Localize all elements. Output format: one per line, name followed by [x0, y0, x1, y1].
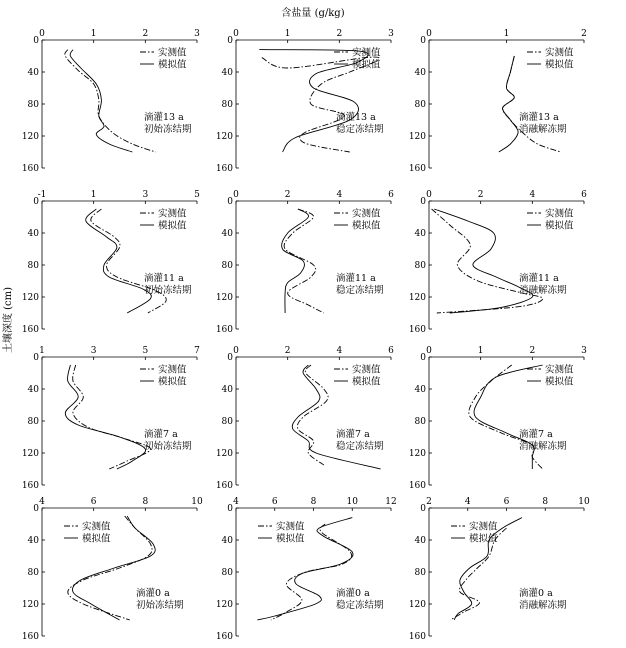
x-tick-label: 6 — [388, 190, 394, 200]
panel-annotation: 滴灌0 a — [136, 588, 170, 599]
panel-annotation: 稳定冻结期 — [336, 124, 384, 135]
y-tick-label: 40 — [27, 229, 39, 239]
measured-series-line — [284, 209, 324, 313]
y-tick-label: 40 — [221, 536, 233, 546]
legend-simulated-label: 模拟值 — [276, 533, 305, 545]
y-tick-label: 120 — [21, 449, 39, 459]
x-tick-label: 1 — [503, 29, 510, 39]
panel-annotation: 滴灌7 a — [519, 429, 553, 440]
legend-measured-label: 实测值 — [469, 521, 498, 533]
x-tick-label: 3 — [90, 346, 97, 356]
x-tick-label: 5 — [194, 190, 200, 200]
x-tick-label: 3 — [142, 190, 149, 200]
y-tick-label: 80 — [414, 261, 426, 271]
legend-measured-label: 实测值 — [158, 364, 187, 376]
x-tick-label: 8 — [142, 497, 149, 507]
y-tick-label: 80 — [414, 417, 426, 427]
y-tick-label: 80 — [221, 417, 233, 427]
y-tick-label: 40 — [221, 229, 233, 239]
panel-grid — [22, 29, 590, 642]
panel-annotation: 稳定冻结期 — [336, 441, 384, 452]
x-tick-label: 7 — [194, 346, 200, 356]
x-tick-label: 2 — [581, 29, 587, 39]
y-tick-label: 0 — [227, 36, 233, 46]
panel-annotation: 滴灌11 a — [144, 273, 184, 284]
x-tick-label: 0 — [233, 346, 239, 356]
legend-simulated-label: 模拟值 — [158, 220, 187, 232]
legend-measured-label: 实测值 — [545, 364, 574, 376]
y-tick-label: 0 — [227, 504, 233, 514]
y-tick-label: 120 — [215, 293, 233, 303]
panel-annotation: 初始冻结期 — [144, 124, 192, 135]
legend-simulated-label: 模拟值 — [352, 59, 381, 71]
y-tick-label: 160 — [21, 632, 39, 642]
panel-r4-c2 — [216, 497, 397, 642]
y-tick-label: 160 — [408, 632, 426, 642]
legend-measured-label: 实测值 — [158, 208, 187, 220]
panel-annotation: 滴灌11 a — [336, 273, 376, 284]
panel-annotation: 滴灌13 a — [336, 112, 376, 123]
y-tick-label: 40 — [27, 68, 39, 78]
panel-annotation: 消融解冻期 — [519, 441, 567, 452]
x-tick-label: 2 — [284, 190, 291, 200]
legend-simulated-label: 模拟值 — [158, 59, 187, 71]
panel-annotation: 消融解冻期 — [519, 600, 567, 611]
y-tick-label: 120 — [408, 132, 426, 142]
y-tick-label: 160 — [215, 481, 233, 491]
x-tick-label: 0 — [426, 29, 432, 39]
x-tick-label: 2 — [336, 29, 343, 39]
simulated-series-line — [282, 209, 309, 313]
y-tick-label: 160 — [408, 164, 426, 174]
x-tick-label: 6 — [581, 190, 587, 200]
x-tick-label: 8 — [310, 497, 317, 507]
y-tick-label: 40 — [27, 536, 39, 546]
x-tick-label: 1 — [90, 190, 97, 200]
y-tick-label: 160 — [408, 325, 426, 335]
y-axis-title: 土壤深度 (cm) — [3, 286, 14, 354]
panel-annotation: 滴灌13 a — [519, 112, 559, 123]
legend-measured-label: 实测值 — [352, 208, 381, 220]
y-tick-label: 80 — [27, 568, 39, 578]
panel-r1-c3 — [409, 29, 587, 174]
legend-measured-label: 实测值 — [352, 47, 381, 59]
panel-annotation: 滴灌11 a — [519, 273, 559, 284]
x-tick-label: 4 — [336, 346, 343, 356]
panel-r4-c3 — [409, 497, 590, 642]
x-tick-label: 6 — [271, 497, 278, 507]
x-tick-label: 6 — [90, 497, 97, 507]
y-tick-label: 80 — [27, 261, 39, 271]
measured-series-line — [262, 57, 380, 152]
x-tick-label: 2 — [477, 190, 484, 200]
y-tick-label: 0 — [33, 36, 39, 46]
y-tick-label: 40 — [414, 385, 426, 395]
x-tick-label: 8 — [542, 497, 549, 507]
panel-annotation: 滴灌7 a — [144, 429, 178, 440]
x-tick-label: 4 — [336, 190, 343, 200]
legend-simulated-label: 模拟值 — [545, 59, 574, 71]
panel-annotation: 初始冻结期 — [144, 285, 192, 296]
simulated-series-line — [499, 56, 518, 152]
panel-r1-c1 — [22, 29, 200, 174]
panel-r2-c1 — [22, 190, 200, 335]
y-tick-label: 0 — [227, 353, 233, 363]
x-tick-label: 10 — [191, 497, 203, 507]
legend-simulated-label: 模拟值 — [352, 220, 381, 232]
measured-series-line — [297, 365, 328, 465]
y-tick-label: 0 — [420, 36, 426, 46]
panel-r3-c3 — [409, 346, 587, 491]
panel-annotation: 稳定冻结期 — [336, 285, 384, 296]
y-tick-label: 80 — [221, 261, 233, 271]
y-tick-label: 120 — [408, 449, 426, 459]
panel-annotation: 滴灌7 a — [336, 429, 370, 440]
y-tick-label: 0 — [420, 504, 426, 514]
panel-r2-c2 — [216, 190, 394, 335]
y-tick-label: 40 — [414, 68, 426, 78]
panel-annotation: 稳定冻结期 — [336, 600, 384, 611]
x-tick-label: 0 — [426, 346, 432, 356]
y-tick-label: 160 — [215, 164, 233, 174]
y-tick-label: 160 — [21, 164, 39, 174]
y-tick-label: 80 — [414, 100, 426, 110]
panel-r4-c1 — [22, 497, 203, 642]
x-tick-label: 0 — [233, 29, 239, 39]
y-tick-label: 80 — [27, 417, 39, 427]
x-tick-label: -1 — [37, 190, 47, 200]
panel-r1-c2 — [216, 29, 394, 174]
x-tick-label: 1 — [90, 29, 97, 39]
legend-measured-label: 实测值 — [545, 47, 574, 59]
y-tick-label: 120 — [21, 132, 39, 142]
legend-simulated-label: 模拟值 — [545, 220, 574, 232]
y-tick-label: 120 — [408, 293, 426, 303]
x-tick-label: 1 — [39, 346, 45, 356]
y-tick-label: 120 — [215, 600, 233, 610]
y-tick-label: 120 — [21, 293, 39, 303]
y-tick-label: 0 — [33, 197, 39, 207]
x-tick-label: 0 — [233, 190, 239, 200]
y-tick-label: 40 — [221, 385, 233, 395]
y-tick-label: 80 — [221, 100, 233, 110]
y-tick-label: 120 — [408, 600, 426, 610]
x-tick-label: 4 — [233, 497, 239, 507]
x-tick-label: 5 — [142, 346, 149, 356]
y-tick-label: 120 — [21, 600, 39, 610]
panel-annotation: 滴灌0 a — [519, 588, 553, 599]
legend-simulated-label: 模拟值 — [82, 533, 111, 545]
legend-simulated-label: 模拟值 — [352, 376, 381, 388]
legend-measured-label: 实测值 — [158, 47, 187, 59]
legend-simulated-label: 模拟值 — [545, 376, 574, 388]
simulated-series-line — [70, 50, 132, 152]
y-tick-label: 40 — [221, 68, 233, 78]
panel-r3-c1 — [22, 346, 200, 491]
panel-annotation: 初始冻结期 — [136, 600, 184, 611]
panel-annotation: 滴灌0 a — [336, 588, 370, 599]
x-tick-label: 3 — [388, 29, 394, 39]
panel-annotation: 消融解冻期 — [519, 285, 567, 296]
legend-measured-label: 实测值 — [82, 521, 111, 533]
simulated-series-line — [65, 365, 145, 469]
x-tick-label: 2 — [142, 29, 149, 39]
y-tick-label: 160 — [21, 481, 39, 491]
panel-annotation: 滴灌13 a — [144, 112, 184, 123]
x-tick-label: 4 — [464, 497, 471, 507]
y-tick-label: 80 — [414, 568, 426, 578]
y-tick-label: 0 — [33, 504, 39, 514]
y-tick-label: 40 — [27, 385, 39, 395]
y-tick-label: 160 — [408, 481, 426, 491]
y-tick-label: 120 — [215, 132, 233, 142]
panel-r2-c3 — [409, 190, 587, 335]
measured-series-line — [432, 209, 543, 313]
x-tick-label: 12 — [385, 497, 397, 507]
y-tick-label: 0 — [420, 197, 426, 207]
y-tick-label: 40 — [414, 536, 426, 546]
panel-r3-c2 — [216, 346, 394, 491]
legend-measured-label: 实测值 — [276, 521, 305, 533]
y-tick-label: 120 — [215, 449, 233, 459]
legend-simulated-label: 模拟值 — [158, 376, 187, 388]
panel-annotation: 初始冻结期 — [144, 441, 192, 452]
panel-annotation: 消融解冻期 — [519, 124, 567, 135]
x-tick-label: 4 — [529, 190, 536, 200]
legend-measured-label: 实测值 — [352, 364, 381, 376]
y-tick-label: 0 — [420, 353, 426, 363]
x-tick-label: 6 — [388, 346, 394, 356]
y-tick-label: 0 — [227, 197, 233, 207]
x-tick-label: 3 — [194, 29, 200, 39]
y-tick-label: 80 — [221, 568, 233, 578]
x-tick-label: 2 — [284, 346, 291, 356]
x-tick-label: 10 — [578, 497, 590, 507]
legend-measured-label: 实测值 — [545, 208, 574, 220]
x-tick-label: 6 — [503, 497, 510, 507]
y-tick-label: 0 — [33, 353, 39, 363]
x-tick-label: 10 — [346, 497, 358, 507]
measured-series-line — [91, 209, 166, 313]
x-tick-label: 1 — [477, 346, 484, 356]
y-tick-label: 160 — [215, 325, 233, 335]
x-tick-label: 2 — [426, 497, 432, 507]
x-tick-label: 0 — [39, 29, 45, 39]
y-tick-label: 160 — [21, 325, 39, 335]
legend-simulated-label: 模拟值 — [469, 533, 498, 545]
y-tick-label: 160 — [215, 632, 233, 642]
y-tick-label: 80 — [27, 100, 39, 110]
x-tick-label: 3 — [581, 346, 587, 356]
x-tick-label: 1 — [284, 29, 291, 39]
x-axis-title: 含盐量 (g/kg) — [281, 8, 345, 19]
x-tick-label: 2 — [529, 346, 536, 356]
y-tick-label: 40 — [414, 229, 426, 239]
measured-series-line — [73, 365, 151, 469]
x-tick-label: 0 — [426, 190, 432, 200]
x-tick-label: 4 — [39, 497, 45, 507]
